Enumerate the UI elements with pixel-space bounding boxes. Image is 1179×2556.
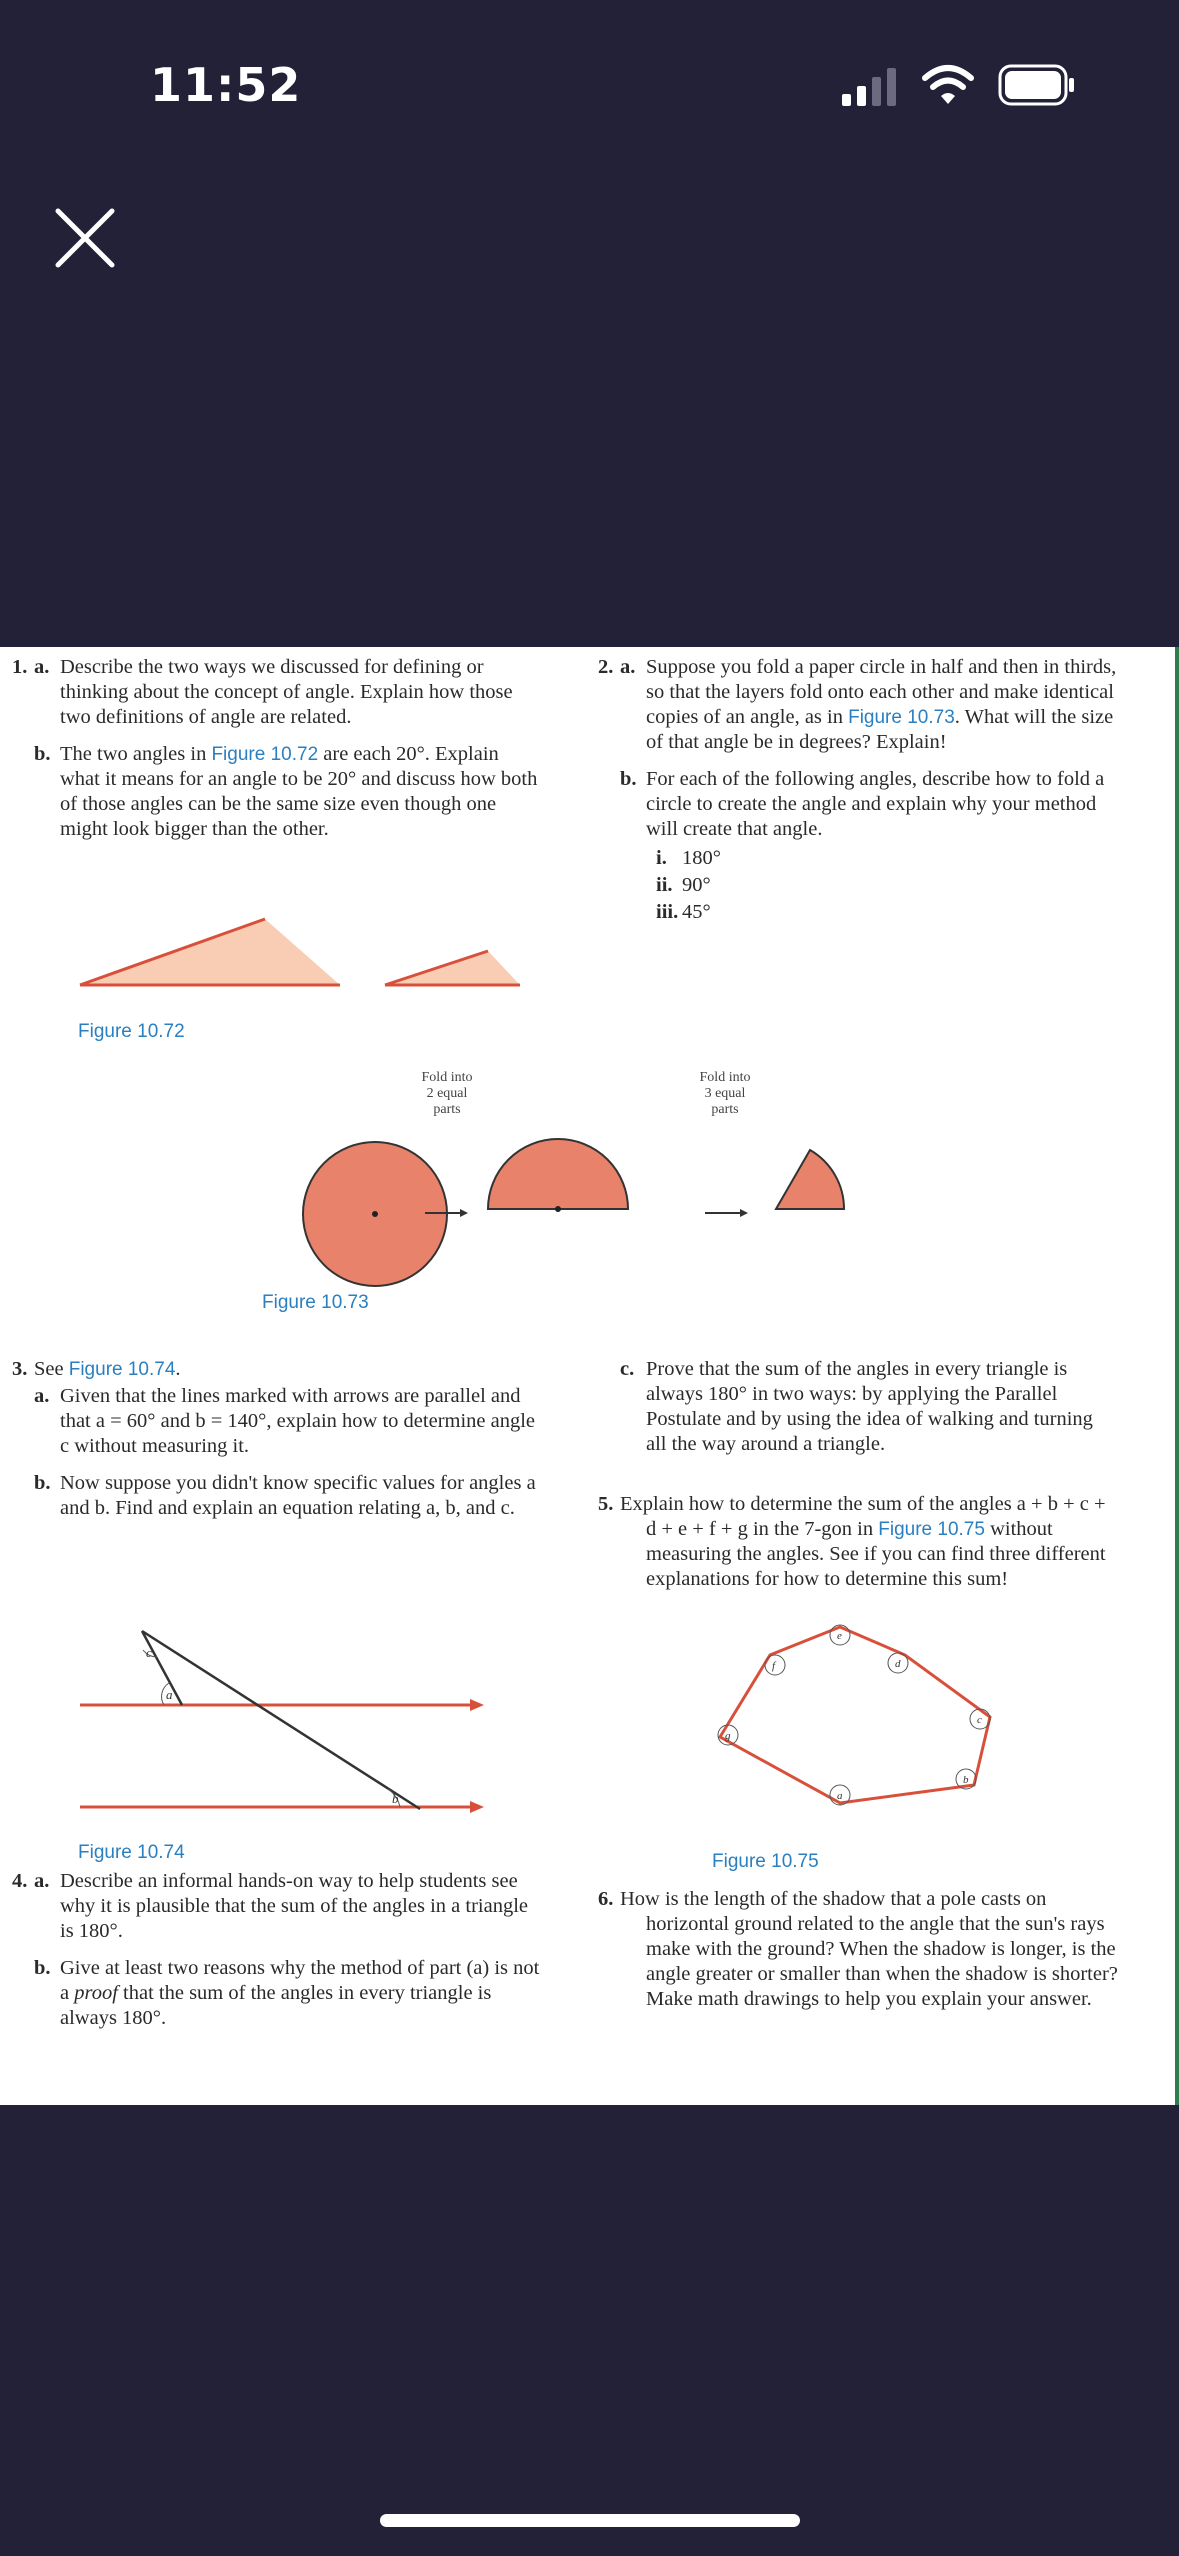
roman-value: 45° (682, 901, 711, 923)
part-label: a. (34, 656, 50, 678)
problem-number: 1. (12, 656, 28, 678)
problem-text: Explain how to determine the sum of the angles a + b + c + d + e + f + g in the 7-gon in (620, 1493, 1106, 1540)
figure-10-72-caption: Figure 10.72 (78, 1021, 185, 1042)
problem-text: For each of the following angles, describe how to fold a circle to create the angle and explain why your method will create that angle. (646, 768, 1105, 840)
part-label: b. (620, 768, 637, 790)
problem-1 (12, 655, 542, 854)
problem-text: without measuring the angles. See if you can find three different explanations for how to determine this sum! (646, 1518, 1106, 1590)
half-circle (488, 1139, 628, 1209)
third-sector (776, 1150, 844, 1209)
angle-e-label: e (837, 1630, 842, 1642)
roman-label: i. (656, 847, 667, 869)
figure-10-75-drawing (690, 1607, 1020, 1827)
heptagon (720, 1627, 990, 1803)
problem-number: 5. (598, 1493, 614, 1515)
fold-label: parts (433, 1102, 461, 1117)
part-label: a. (620, 656, 636, 678)
problem-text: . What will the size of that angle be in degrees? Explain! (646, 706, 1114, 753)
figure-reference-link[interactable]: Figure 10.75 (878, 1519, 985, 1540)
problem-number: 4. (12, 1870, 28, 1892)
close-button[interactable] (52, 205, 118, 271)
figure-10-74-caption: Figure 10.74 (78, 1842, 185, 1863)
cellular-signal-icon (842, 68, 900, 108)
page-edge (1175, 647, 1179, 2105)
angle-c-label: c (977, 1714, 982, 1726)
roman-label: ii. (656, 874, 673, 896)
problem-text: Suppose you fold a paper circle in half and then in thirds, so that the layers fold onto each other and make identical copies of an angle, as in (646, 656, 1117, 728)
problem-text: Describe the two ways we discussed for defining or thinking about the concept of angle. Explain how those two definitions of angle are related. (60, 656, 513, 728)
close-icon (52, 205, 118, 271)
figure-10-75-caption: Figure 10.75 (712, 1851, 819, 1872)
roman-label: iii. (656, 901, 679, 923)
status-time: 11:52 (150, 58, 302, 112)
small-angle (385, 951, 520, 985)
figure-reference-link[interactable]: Figure 10.73 (848, 707, 955, 728)
problem-number: 2. (598, 656, 614, 678)
problem-5 (598, 1492, 1118, 1604)
angle-b-label: b (963, 1774, 969, 1786)
roman-item (656, 900, 1118, 925)
fold-label: Fold into (699, 1070, 751, 1085)
roman-item (656, 873, 1118, 898)
emphasis-text: proof (74, 1982, 118, 2004)
fold-label: Fold into (421, 1070, 473, 1085)
fold-label: parts (711, 1102, 739, 1117)
figure-10-73-caption: Figure 10.73 (262, 1292, 369, 1313)
problem-text: that the sum of the angles in every triangle is always 180°. (60, 1982, 492, 2029)
status-bar (0, 0, 1179, 180)
problem-3c (598, 1357, 1118, 1469)
battery-icon (998, 64, 1076, 108)
part-label: a. (34, 1385, 50, 1407)
large-angle (80, 919, 340, 985)
problem-3 (12, 1357, 542, 1533)
part-label: b. (34, 1472, 51, 1494)
wifi-icon (922, 64, 974, 106)
problem-text: . (175, 1358, 181, 1380)
angle-b-label: b (392, 1791, 399, 1806)
part-label: a. (34, 1870, 50, 1892)
angle-c-label: c (146, 1645, 152, 1660)
angle-a-label: a (166, 1687, 173, 1702)
problem-text: How is the length of the shadow that a pole casts on horizontal ground related to the angle that the sun's rays make with the ground? When the shadow is longer, is the angle greater or smaller than when the shadow is shorter? Make math drawings to help you explain your answer. (620, 1888, 1118, 2010)
fold-label: 2 equal (426, 1086, 468, 1101)
problem-text: The two angles in (60, 743, 212, 765)
problem-text: Now suppose you didn't know specific values for angles a and b. Find and explain an equation relating a, b, and c. (60, 1472, 536, 1519)
problem-text: are each 20°. Explain what it means for an angle to be 20° and discuss how both of those angles can be the same size even though one might look bigger than the other. (60, 743, 538, 840)
problem-text: Prove that the sum of the angles in every triangle is always 180° in two ways: by applying the Parallel Postulate and by using the idea of walking and turning all the way around a triangle. (646, 1358, 1093, 1455)
figure-10-74-drawing (60, 1627, 500, 1827)
problem-4 (12, 1869, 542, 2043)
figure-10-72-drawing (70, 909, 590, 989)
angle-d-label: d (895, 1658, 901, 1670)
figure-reference-link[interactable]: Figure 10.72 (211, 744, 319, 765)
problem-number: 6. (598, 1888, 614, 1910)
roman-item (656, 846, 1118, 871)
figure-reference-link[interactable]: Figure 10.74 (68, 1359, 176, 1380)
problem-text: Give at least two reasons why the method of part (a) is not a (60, 1957, 540, 2004)
angle-f-label: f (772, 1660, 776, 1672)
part-label: c. (620, 1358, 635, 1380)
figure-10-73-drawing (300, 1067, 900, 1307)
problem-2 (598, 655, 1118, 927)
triangle (80, 1633, 420, 1807)
problem-text: Given that the lines marked with arrows are parallel and that a = 60° and b = 140°, explain how to determine angle c without measuring it. (60, 1385, 536, 1457)
home-indicator[interactable] (380, 2514, 800, 2527)
problem-number: 3. (12, 1358, 28, 1380)
roman-value: 90° (682, 874, 711, 896)
part-label: b. (34, 1957, 51, 1979)
roman-value: 180° (682, 847, 721, 869)
problem-6 (598, 1887, 1118, 2024)
part-label: b. (34, 743, 51, 765)
document-page (0, 647, 1179, 2105)
fold-label: 3 equal (704, 1086, 746, 1101)
problem-text: Describe an informal hands-on way to help students see why it is plausible that the sum of the angles in a triangle is 180°. (60, 1870, 528, 1942)
angle-g-label: g (725, 1730, 731, 1742)
problem-text: See (34, 1358, 69, 1380)
angle-a-label: a (837, 1790, 843, 1802)
